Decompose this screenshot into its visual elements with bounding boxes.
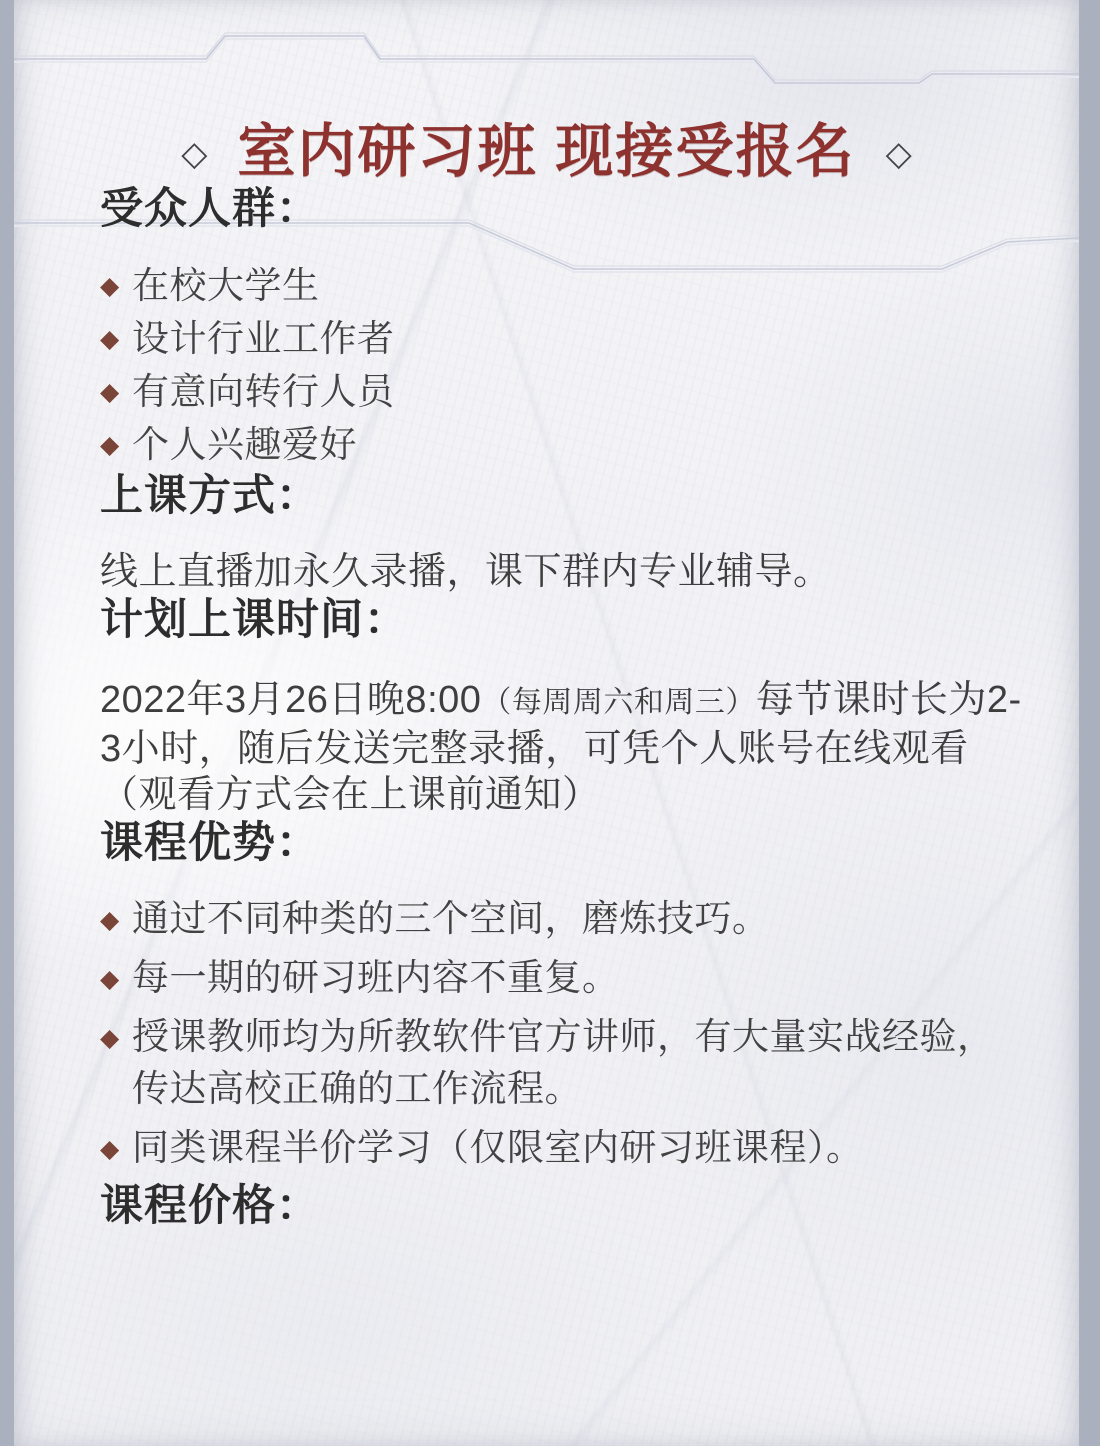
diamond-bullet-icon: ◆ [100,965,120,994]
audience-list [100,259,1031,471]
schedule-text [100,677,1031,818]
list-item-text: 个人兴趣爱好 [132,424,357,466]
list-item-text: 授课教师均为所教软件官方讲师，有大量实战经验，传达高校正确的工作流程。 [132,1016,995,1110]
list-item-text: 在校大学生 [132,265,320,307]
poster-content [14,184,1079,1233]
schedule-details: 每节课时长为2-3小时，随后发送完整录播，可凭个人账号在线观看（观看方式会在上课前通知） [100,678,1022,816]
list-item [100,312,1031,365]
list-item [100,893,1031,945]
list-item [100,418,1031,471]
section-heading-schedule: 计划上课时间： [100,595,408,644]
list-item [100,365,1031,418]
diamond-outline-icon: ◇ [181,134,208,173]
diamond-bullet-icon: ◆ [100,325,120,354]
diamond-bullet-icon: ◆ [100,1024,120,1053]
diamond-bullet-icon: ◆ [100,431,120,460]
diamond-bullet-icon: ◆ [100,378,120,407]
advantages-list [100,893,1031,1174]
schedule-date-time: 2022年3月26日晚8:00 [100,678,482,721]
page-title: 室内研习班 现接受报名 [237,119,856,184]
list-item-text: 通过不同种类的三个空间，磨炼技巧。 [132,898,770,940]
diamond-outline-icon: ◇ [885,134,912,173]
poster-page [14,0,1079,1446]
diamond-bullet-icon: ◆ [100,906,120,935]
diamond-bullet-icon: ◆ [100,1135,120,1164]
schedule-weekdays-note: （每周周六和周三） [481,685,756,719]
list-item [100,259,1031,312]
diamond-bullet-icon: ◆ [100,272,120,301]
class-method-text: 线上直播加永久录播，课下群内专业辅导。 [100,550,832,593]
section-heading-audience: 受众人群： [100,184,320,233]
list-item [100,1122,1031,1174]
list-item [100,952,1031,1004]
section-heading-advantages: 课程优势： [100,818,320,867]
list-item-text: 设计行业工作者 [132,318,395,360]
list-item-text: 同类课程半价学习（仅限室内研习班课程）。 [132,1127,864,1169]
list-item-text: 有意向转行人员 [132,371,395,413]
list-item [100,1011,1031,1115]
list-item-text: 每一期的研习班内容不重复。 [132,957,620,999]
section-heading-class-method: 上课方式： [100,472,320,521]
section-heading-price: 课程价格： [100,1182,320,1231]
title-row [14,0,1079,184]
